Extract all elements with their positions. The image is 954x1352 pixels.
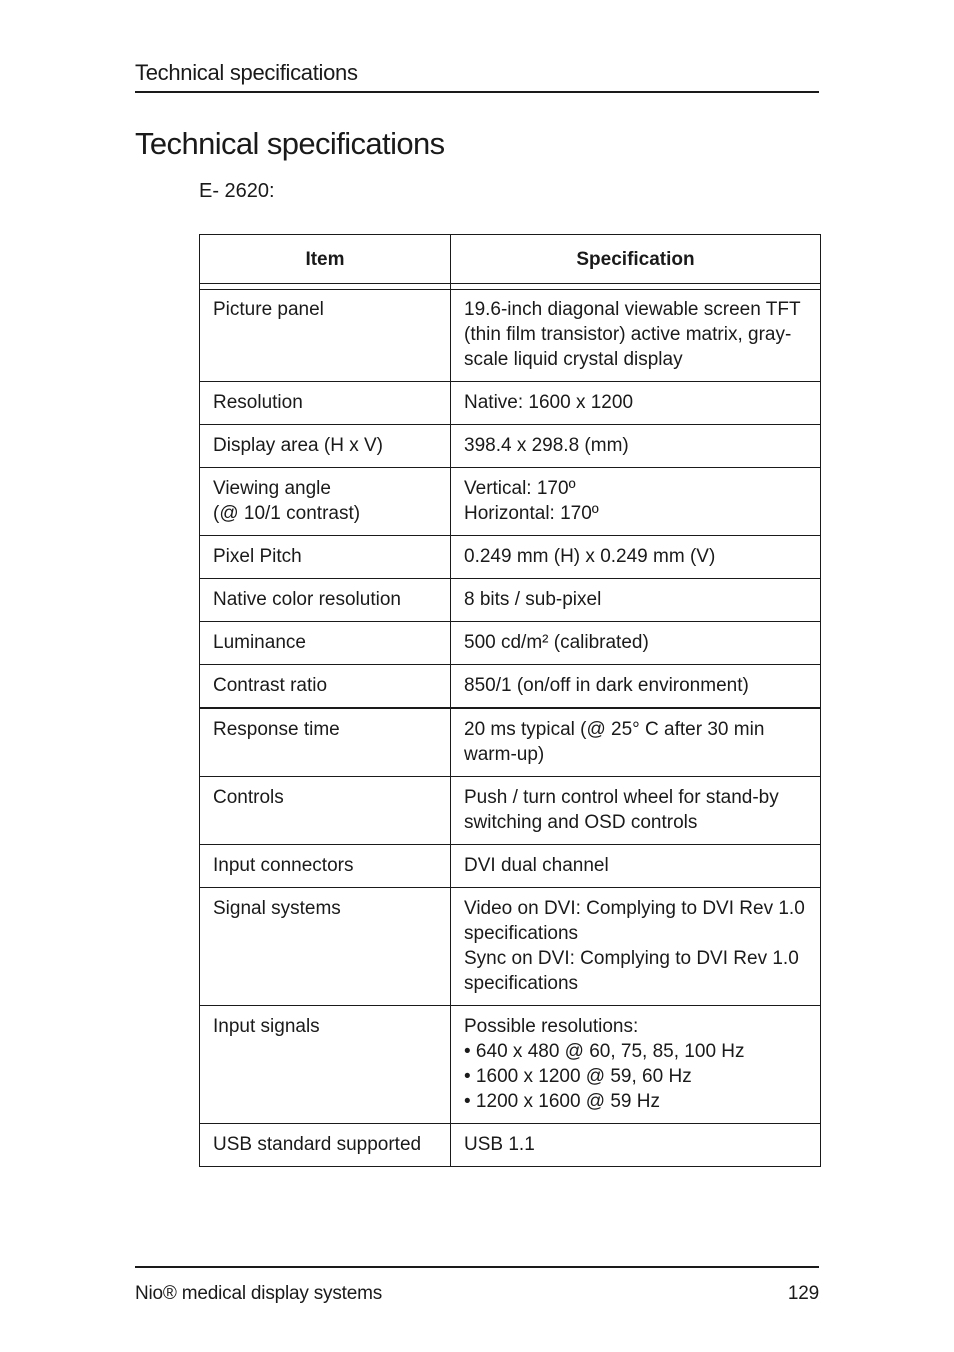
specification-cell-line: warm-up) bbox=[464, 744, 545, 765]
specification-cell-line: scale liquid crystal display bbox=[464, 349, 683, 370]
item-cell-line: (@ 10/1 contrast) bbox=[213, 503, 361, 524]
table-row bbox=[200, 468, 821, 536]
specification-cell-line: specifications bbox=[464, 973, 579, 994]
item-cell bbox=[200, 708, 451, 777]
item-cell-line: Native color resolution bbox=[213, 589, 401, 610]
table-row bbox=[200, 382, 821, 425]
specification-cell-line: Possible resolutions: bbox=[464, 1016, 639, 1037]
specification-cell-line: 20 ms typical (@ 25° C after 30 min bbox=[464, 719, 765, 740]
page-number: 129 bbox=[787, 1283, 819, 1304]
spec-table bbox=[199, 234, 821, 1167]
specification-cell-line: 850/1 (on/off in dark environment) bbox=[464, 675, 749, 696]
specification-cell-line: Sync on DVI: Complying to DVI Rev 1.0 bbox=[464, 948, 799, 969]
item-cell bbox=[200, 1006, 451, 1124]
item-cell-line: Response time bbox=[213, 719, 340, 740]
column-header-item: Item bbox=[200, 235, 451, 284]
specification-cell-line: Push / turn control wheel for stand-by bbox=[464, 787, 779, 808]
item-cell bbox=[200, 579, 451, 622]
item-cell-line: Luminance bbox=[213, 632, 306, 653]
table-row bbox=[200, 290, 821, 382]
item-cell-line: Signal systems bbox=[213, 898, 341, 919]
table-row bbox=[200, 1124, 821, 1167]
item-cell bbox=[200, 468, 451, 536]
item-cell bbox=[200, 290, 451, 382]
specification-cell bbox=[451, 579, 821, 622]
specification-cell bbox=[451, 665, 821, 709]
spec-table-body bbox=[200, 290, 821, 1167]
item-cell bbox=[200, 622, 451, 665]
specification-cell-line: Vertical: 170º bbox=[464, 478, 576, 499]
specification-cell bbox=[451, 708, 821, 777]
table-row bbox=[200, 1006, 821, 1124]
item-cell bbox=[200, 777, 451, 845]
specification-cell-line: • 1600 x 1200 @ 59, 60 Hz bbox=[464, 1066, 692, 1087]
table-row bbox=[200, 622, 821, 665]
item-cell-line: Pixel Pitch bbox=[213, 546, 302, 567]
item-cell-line: USB standard supported bbox=[213, 1134, 422, 1155]
specification-cell-line: • 640 x 480 @ 60, 75, 85, 100 Hz bbox=[464, 1041, 745, 1062]
specification-cell-line: Horizontal: 170º bbox=[464, 503, 599, 524]
footer-publication-title: Nio® medical display systems bbox=[135, 1283, 383, 1304]
specification-cell bbox=[451, 290, 821, 382]
table-row bbox=[200, 579, 821, 622]
table-row bbox=[200, 665, 821, 709]
specification-cell bbox=[451, 1124, 821, 1167]
table-header-row bbox=[200, 235, 821, 284]
specification-cell bbox=[451, 536, 821, 579]
specification-cell-line: 8 bits / sub-pixel bbox=[464, 589, 602, 610]
item-cell bbox=[200, 888, 451, 1006]
specification-cell-line: Video on DVI: Complying to DVI Rev 1.0 bbox=[464, 898, 805, 919]
item-cell bbox=[200, 845, 451, 888]
item-cell bbox=[200, 425, 451, 468]
specification-cell-line: 0.249 mm (H) x 0.249 mm (V) bbox=[464, 546, 716, 567]
specification-cell-line: • 1200 x 1600 @ 59 Hz bbox=[464, 1091, 661, 1112]
specification-cell bbox=[451, 382, 821, 425]
table-row bbox=[200, 708, 821, 777]
specification-cell-line: 500 cd/m² (calibrated) bbox=[464, 632, 649, 653]
item-cell-line: Input connectors bbox=[213, 855, 354, 876]
specification-cell bbox=[451, 777, 821, 845]
specification-cell-line: 19.6-inch diagonal viewable screen TFT bbox=[464, 299, 801, 320]
item-cell-line: Display area (H x V) bbox=[213, 435, 383, 456]
specification-cell bbox=[451, 425, 821, 468]
item-cell bbox=[200, 382, 451, 425]
table-row bbox=[200, 425, 821, 468]
item-cell-line: Controls bbox=[213, 787, 284, 808]
table-row bbox=[200, 536, 821, 579]
table-row bbox=[200, 845, 821, 888]
running-footer bbox=[135, 1266, 819, 1306]
item-cell bbox=[200, 1124, 451, 1167]
column-header-specification: Specification bbox=[451, 235, 821, 284]
item-cell-line: Input signals bbox=[213, 1016, 320, 1037]
specification-cell bbox=[451, 468, 821, 536]
item-cell-line: Resolution bbox=[213, 392, 303, 413]
specification-cell-line: USB 1.1 bbox=[464, 1134, 535, 1155]
specification-cell-line: Native: 1600 x 1200 bbox=[464, 392, 634, 413]
item-cell bbox=[200, 536, 451, 579]
specification-cell-line: 398.4 x 298.8 (mm) bbox=[464, 435, 629, 456]
specification-cell bbox=[451, 622, 821, 665]
item-cell bbox=[200, 665, 451, 709]
item-cell-line: Contrast ratio bbox=[213, 675, 328, 696]
model-label: E- 2620: bbox=[199, 180, 275, 202]
specification-cell bbox=[451, 888, 821, 1006]
table-row bbox=[200, 777, 821, 845]
item-cell-line: Viewing angle bbox=[213, 478, 331, 499]
specification-cell-line: DVI dual channel bbox=[464, 855, 609, 876]
running-header: Technical specifications bbox=[135, 58, 819, 93]
specification-cell bbox=[451, 845, 821, 888]
table-row bbox=[200, 888, 821, 1006]
specification-cell-line: switching and OSD controls bbox=[464, 812, 698, 833]
page-title: Technical specifications bbox=[135, 126, 445, 161]
specification-cell bbox=[451, 1006, 821, 1124]
specification-cell-line: (thin film transistor) active matrix, gray- bbox=[464, 324, 792, 345]
specification-cell-line: specifications bbox=[464, 923, 579, 944]
item-cell-line: Picture panel bbox=[213, 299, 324, 320]
